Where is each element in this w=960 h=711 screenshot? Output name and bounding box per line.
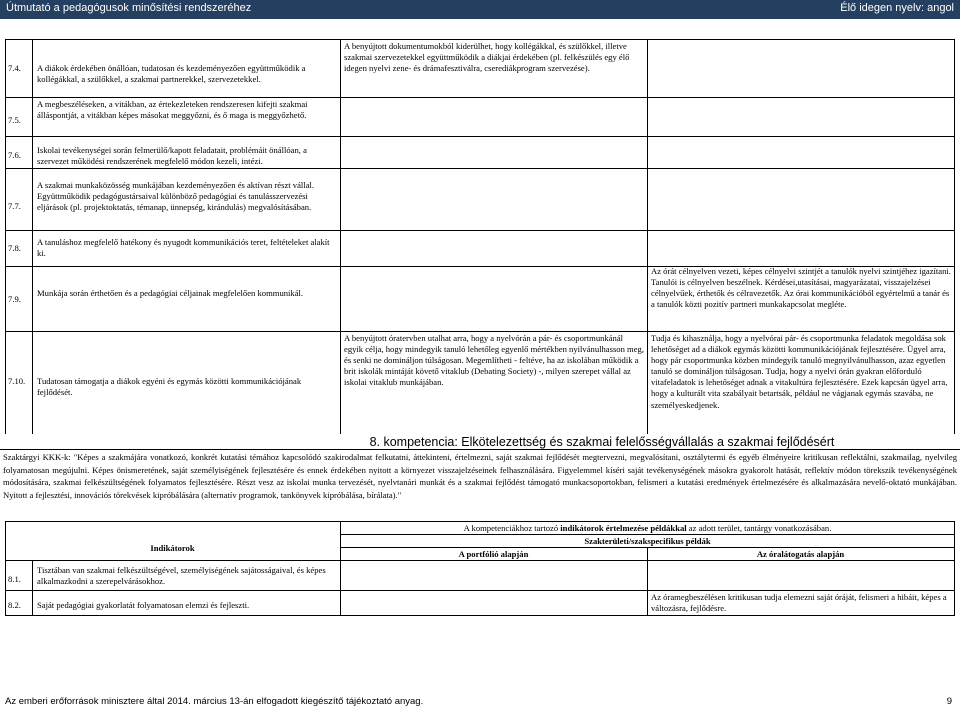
indicator-text: A megbeszéléseken, a vitákban, az értekezleteken rendszeresen kifejti szakmai álláspontját, a vitákban képes másokat meggyőzni, és ő maga is meggyőzhető. [37, 99, 308, 121]
examples-header: Szakterületi/szakspecifikus példák [584, 536, 711, 546]
indicator-text: Tudatosan támogatja a diákok egyéni és egymás közötti kommunikációjának fejlődését. [37, 376, 302, 398]
row-number: 8.1. [8, 574, 21, 584]
portfolio-header: A portfólió alapján [458, 549, 529, 559]
indicator-text: Iskolai tevékenységei során felmerülő/kapott feladatait, problémáit önállóan, a szervezet működési rendszerének megfelelő módon kezeli, intézi. [37, 145, 307, 167]
indicator-text: Munkája során érthetően és a pedagógiai céljainak megfelelően kommunikál. [37, 288, 304, 298]
row-number: 7.8. [8, 243, 21, 253]
header-subject: Élő idegen nyelv: angol [840, 2, 954, 14]
page-header [0, 0, 960, 19]
page-number: 9 [946, 696, 952, 707]
indicator-text: A szakmai munkaközösség munkájában kezdeményezően és aktívan részt vállal. Együttműködik pedagógustársaival különböző pedagógiai és tanulásszervezési eljárások (pl. projektoktatás, témanap, ünnepség, kirándulás) megvalósításában. [37, 180, 315, 213]
row-number: 8.2. [8, 600, 21, 610]
row-number: 7.4. [8, 63, 21, 73]
row-number: 7.9. [8, 294, 21, 304]
lesson-example: Az óramegbeszélésen kritikusan tudja elemezni saját óráját, felismeri a hibáit, képes a változásra, fejlődésre. [651, 592, 947, 614]
portfolio-example: A benyújtott dokumentumokból kiderülhet, hogy kollégákkal, és szülőkkel, illetve szakmai szervezetekkel együttműködik a diákjai érdekében (pl. felkészülés egy élő idegen nyelvi zene- és drámafesztiválra, cserediákprogram szervezése). [344, 41, 630, 74]
lesson-example: Az órát célnyelven vezeti, képes célnyelvi szintjét a tanulók nyelvi szintjéhez igazítani. Tanulói is célnyelven beszélnek. Kérdései,utasításai, magyarázatai, visszajelzései célnyelvűek, érthetők és célravezetők. Az órai kommunikációból egyértelmű a tanár és a tanulók közti pozitív partneri munkakapcsolat megléte. [651, 266, 951, 310]
indicator-text: A tanuláshoz megfelelő hatékony és nyugodt kommunikációs teret, feltételeket alakít ki. [37, 237, 330, 259]
competency-8-title: 8. kompetencia: Elkötelezettség és szakmai felelősségvállalás a szakmai fejlődésért [369, 435, 835, 449]
row-number: 7.7. [8, 201, 21, 211]
indicators-header: Indikátorok [150, 543, 195, 553]
lesson-header: Az óralátogatás alapján [756, 549, 845, 559]
indicator-text: Tisztában van szakmai felkészültségével, személyiségének sajátosságaival, és képes alkalmazkodni a szerepelvárásokhoz. [37, 565, 326, 587]
kkk-text: Szaktárgyi KKK-k: "Képes a szakmájára vonatkozó, konkrét kutatási témához kapcsolódó szakirodalmat felkutatni, áttekinteni, értelmezni, saját szakmai fejlődését megtervezni, megvalósítani, osztálytermi és egyéb élményeire kritikusan reflektálni, szakmailag, nyelvileg folyamatosan megújulni. Képes önismeretének, saját személyiségének fejlesztésére és ennek érdekében nyitott a környezet visszajelzéseinek felhasználására. Figyelemmel kíséri saját tevékenységének másokra gyakorolt hatását, reflektív módon törekszik tevékenységének módosítására, szakmai felkészültségének folyamatos fejlesztésére. Részt vesz az iskolai munka tervezését, nyelvtanári munkát és a szakmai fejlődést támogató munkacsoportokban, felismeri a kutatási eredmények értelmezésére és alkalmazására nevelő-oktató munkájában. Nyitott a fejlesztési, innovációs törekvések kipróbálására (alternatív programok, tankönyvek kipróbálása, bírálata)." [3, 452, 957, 500]
footer-text: Az emberi erőforrások minisztere által 2014. március 13-án elfogadott kiegészítő tájékoztató anyag. [5, 696, 424, 707]
lesson-example: Tudja és kihasználja, hogy a nyelvórai pár- és csoportmunka feladatok megoldása sok lehetőséget ad a diákok egymás közötti kommunikációjának fejlesztésére. Ügyel arra, hogy pár csoportmunka közben mindegyik tanuló megnyilvánulhasson, azaz egyetlen tanuló se domináljon túlságosan. Tudja, hogy a nyelvi órán gyakran előforduló vitafeladatok is lehetőséget adnak a vitakultúra fejlesztésére. Ezek kapcsán ügyel arra, hogy a kulturált vita szabályait betartsák, például ne vágjanak egymás szavába, ne személyeskedjenek. [651, 333, 948, 410]
portfolio-example: A benyújtott óratervben utalhat arra, hogy a nyelvórán a pár- és csoportmunkánál egyik célja, hogy mindegyik tanuló lehetőleg egyenlő mértékben nyilvánulhasson meg, és senki ne domináljon túlságosan. Megemlítheti - feltéve, ha az iskolában működik a brit iskolák mintáját követő vitaklub (Debating Society) -, milyen szerepet vállal az iskolai vitaklub munkájában. [344, 333, 644, 388]
indicator-text: Saját pedagógiai gyakorlatát folyamatosan elemzi és fejleszti. [37, 600, 250, 610]
row-number: 7.5. [8, 115, 21, 125]
header-title: Útmutató a pedagógusok minősítési rendszeréhez [6, 2, 252, 14]
row-number: 7.6. [8, 150, 21, 160]
row-number: 7.10. [8, 376, 26, 386]
examples-intro: A kompetenciákhoz tartozó indikátorok értelmezése példákkal az adott terület, tantárgy vonatkozásában. [463, 523, 832, 533]
indicator-text: A diákok érdekében önállóan, tudatosan és kezdeményezően együttműködik a kollégákkal, a szülőkkel, a szakmai partnerekkel, szervezetekkel. [37, 63, 306, 85]
